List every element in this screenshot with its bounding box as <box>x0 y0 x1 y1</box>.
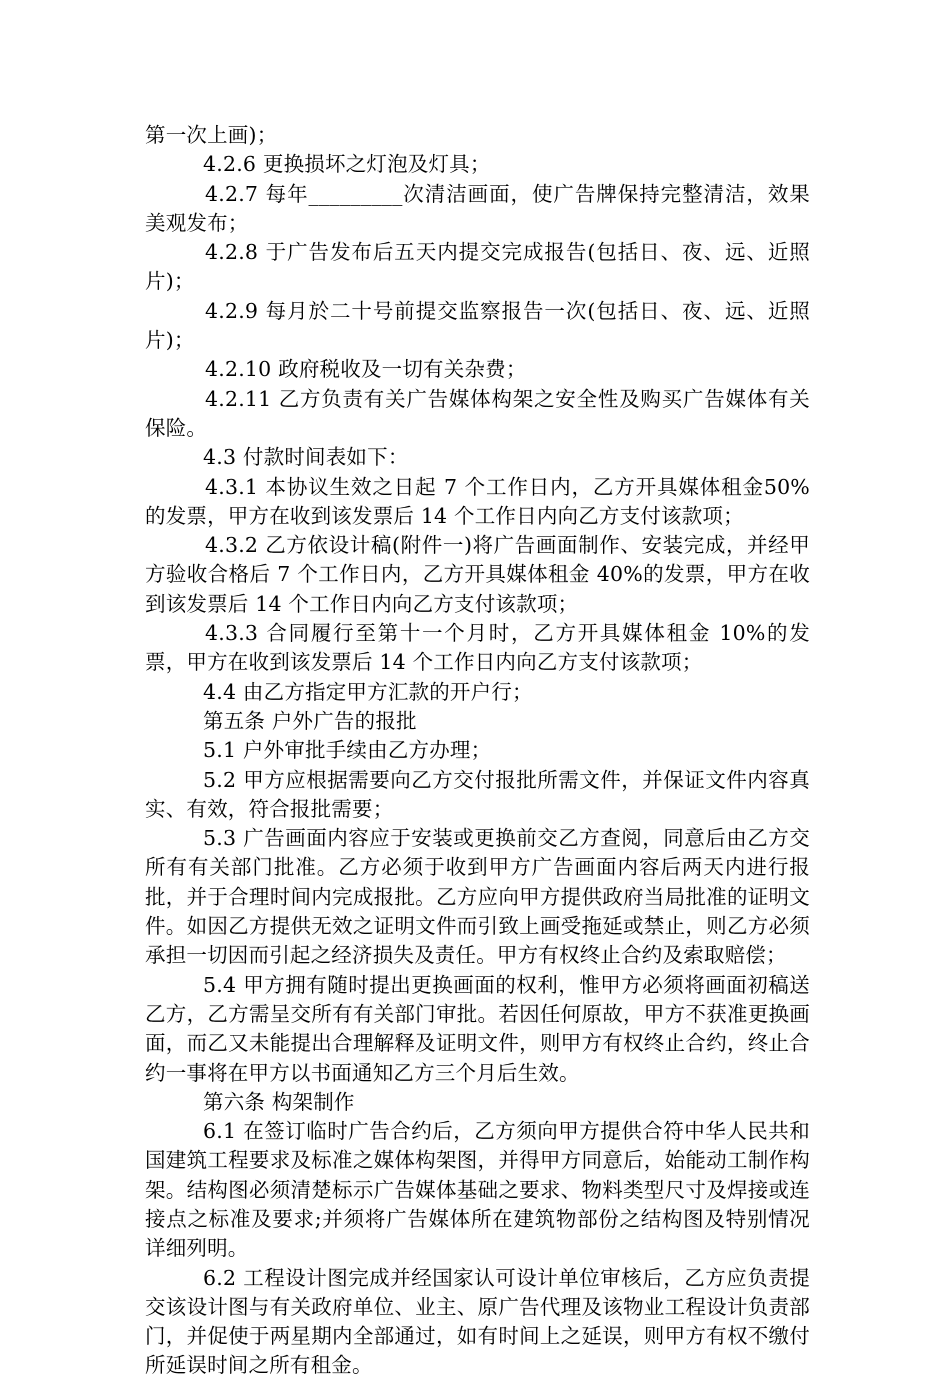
paragraph: 5.3 广告画面内容应于安装或更换前交乙方查阅，同意后由乙方交所有有关部门批准。乙方必须于收到甲方广告画面内容后两天内进行报批，并于合理时间内完成报批。乙方应向甲方提供政府当局批准的证明文件。如因乙方提供无效之证明文件而引致上画受拖延或禁止，则乙方必须承担一切因而引起之经济损失及责任。甲方有权终止合约及索取赔偿； <box>145 826 810 968</box>
paragraph: 4.4 由乙方指定甲方汇款的开户行； <box>203 679 533 704</box>
paragraph: 6.1 在签订临时广告合约后，乙方须向甲方提供合符中华人民共和国建筑工程要求及标准之媒体构架图，并得甲方同意后，始能动工制作构架。结构图必须清楚标示广告媒体基础之要求、物料类型尺寸及焊接或连接点之标准及要求;并须将广告媒体所在建筑物部份之结构图及特别情况详细列明。 <box>145 1119 810 1261</box>
paragraph: 4.3.2 乙方依设计稿(附件一)将广告画面制作、安装完成，并经甲方验收合格后 7 个工作日内，乙方开具媒体租金 40%的发票，甲方在收到该发票后 14 个工作日内向乙方支付该款项； <box>145 533 810 616</box>
paragraph: 4.2.8 于广告发布后五天内提交完成报告(包括日、夜、远、近照片)； <box>145 240 810 294</box>
paragraph: 4.2.10 政府税收及一切有关杂费； <box>205 357 527 382</box>
section-heading: 第六条 构架制作 <box>203 1089 355 1114</box>
paragraph: 4.2.7 每年_________次清洁画面，使广告牌保持完整清洁，效果美观发布； <box>145 181 810 235</box>
document-body <box>145 121 810 1381</box>
paragraph: 5.1 户外审批手续由乙方办理； <box>203 738 492 763</box>
paragraph: 4.3.1 本协议生效之日起 7 个工作日内，乙方开具媒体租金50%的发票，甲方在收到该发票后 14 个工作日内向乙方支付该款项； <box>145 474 810 528</box>
paragraph: 5.2 甲方应根据需要向乙方交付报批所需文件，并保证文件内容真实、有效，符合报批需要； <box>145 767 810 821</box>
paragraph: 4.3 付款时间表如下： <box>203 445 409 470</box>
paragraph: 4.2.6 更换损坏之灯泡及灯具； <box>203 152 491 177</box>
paragraph: 5.4 甲方拥有随时提出更换画面的权利，惟甲方必须将画面初稿送乙方，乙方需呈交所有有关部门审批。若因任何原故，甲方不获准更换画面，而乙又未能提出合理解释及证明文件，则甲方有权终止合约，终止合约一事将在甲方以书面通知乙方三个月后生效。 <box>145 972 810 1085</box>
paragraph: 第一次上画)； <box>145 123 278 147</box>
paragraph: 4.2.9 每月於二十号前提交监察报告一次(包括日、夜、远、近照片)； <box>145 298 810 353</box>
paragraph: 4.2.11 乙方负责有关广告媒体构架之安全性及购买广告媒体有关保险。 <box>145 386 810 440</box>
paragraph: 4.3.3 合同履行至第十一个月时，乙方开具媒体租金 10%的发票，甲方在收到该发票后 14 个工作日内向乙方支付该款项； <box>145 621 810 675</box>
paragraph: 6.2 工程设计图完成并经国家认可设计单位审核后，乙方应负责提交该设计图与有关政府单位、业主、原广告代理及该物业工程设计负责部门，并促使于两星期内全部通过，如有时间上之延误，则甲方有权不缴付所延误时间之所有租金。 <box>145 1265 810 1378</box>
section-heading: 第五条 户外广告的报批 <box>203 708 417 733</box>
